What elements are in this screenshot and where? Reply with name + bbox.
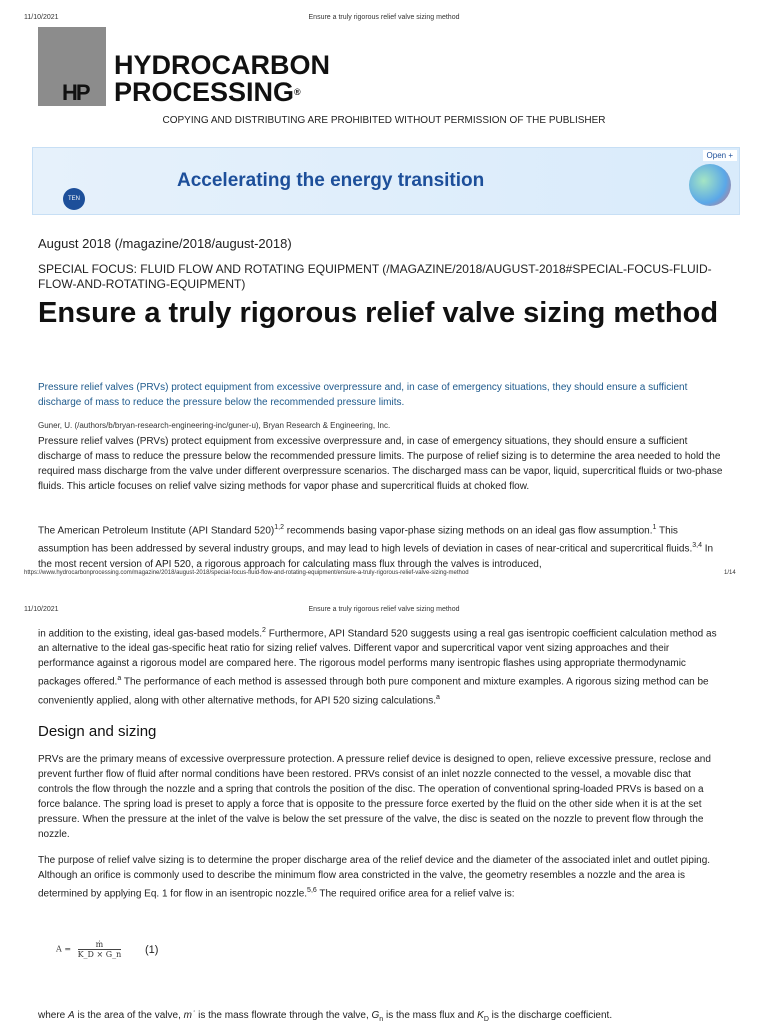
ref-2[interactable]: 2 [262,627,266,634]
print-title: Ensure a truly rigorous relief valve sizing method [308,14,460,21]
where-text-2: is the area of the valve, [74,1010,184,1021]
equation-numerator: ṁ [78,940,122,950]
para2-text-3: This assumption has been addressed by several industry groups, and may lead to high levels of deviation in cases of near-critical and supercritical fluids. [38,525,693,555]
equation-number: (1) [145,944,159,956]
var-g: G [371,1010,380,1021]
hp-logo-letters: HP [62,80,89,105]
where-text-3: is the mass flowrate through the valve, [195,1010,372,1021]
print-footer-url: https://www.hydrocarbonprocessing.com/magazine/2018/august-2018/special-focus-fluid-flow-and-rotating-equipment/ensure-a-truly-rigorous-relief-valve-sizing-method [24,570,469,576]
ref-1-2[interactable]: 1,2 [274,524,284,531]
para3-text-1: in addition to the existing, ideal gas-based models. [38,628,263,640]
article-lead: Pressure relief valves (PRVs) protect equipment from excessive overpressure and, in case of emergency situations, they should ensure a sufficient discharge of mass to reduce the pressure below the recommended pressure limits. [38,382,688,408]
ref-a-2[interactable]: a [436,693,440,701]
copyright-notice: COPYING AND DISTRIBUTING ARE PROHIBITED WITHOUT PERMISSION OF THE PUBLISHER [162,115,606,126]
print-footer-page: 1/14 [724,570,736,576]
author-byline[interactable]: Guner, U. (/authors/b/bryan-research-engineering-inc/guner-u), Bryan Research & Engineering, Inc. [38,421,391,430]
equation-fraction [78,940,122,959]
ref-5-6[interactable]: 5,6 [307,887,317,894]
where-text-4: is the mass flux and [383,1010,478,1021]
ad-open-button[interactable]: Open + [703,150,737,161]
var-k-sub: D [483,1016,489,1023]
special-focus-link[interactable]: SPECIAL FOCUS: FLUID FLOW AND ROTATING EQUIPMENT (/MAGAZINE/2018/AUGUST-2018#SPECIAL-FOCUS-FLUID-FLOW-AND-ROTATING-EQUIPMENT) [38,262,712,291]
ad-banner[interactable] [32,147,740,215]
para2-text-4: In the most recent version of API 520, a rigorous approach for calculating mass flux through the valves is introduced, [38,543,714,570]
paragraph-api [38,520,728,572]
print-date: 11/10/2021 [24,14,59,21]
equation-1 [56,940,121,959]
paragraph-intro: Pressure relief valves (PRVs) protect equipment from excessive overpressure and, in case of emergency situations, they should ensure a sufficient discharge of mass to reduce the pressure below the recommended pressure limits. The purpose of relief sizing is to determine the area needed to hold the required mass discharge from the valve under different overpressure scenarios. The discharged mass can be vapor, liquid, supercritical fluids or two-phase fluids. This article focuses on relief valve sizing methods for vapor phase and supercritical fluids at choked flow. [38,436,723,492]
logo-line2: PROCESSING [114,77,295,107]
hp-logo-mark[interactable] [38,27,106,106]
paragraph-prvs: PRVs are the primary means of excessive overpressure protection. A pressure relief device is designed to open, relieve excessive pressure, reclose and prevent further flow of fluid after normal conditions have been restored. PRVs consist of an inlet nozzle connected to the vessel, a movable disc that controls the flow through the nozzle and a spring that controls the position of the disc. The operation of conventional spring-loaded PRVs is based on a force balance. The spring load is preset to apply a force that is opposite to the pressure force exerted by the fluid on the other side when it is at the set pressure. When the pressure at the inlet of the valve is below the set pressure of the valve, the disc is seated on the nozzle to prevent flow through the nozzle. [38,754,711,840]
logo-registered: ® [294,87,301,97]
var-m: m˙ [183,1010,196,1021]
para3-text-3: The performance of each method is assessed through both pure component and mixture examples. A rigorous sizing method can be conveniently applied, along with other alternative methods, for API 520 sizing calculations. [38,676,709,706]
logo-line1: HYDROCARBON [114,50,330,80]
ten-badge-icon: TEN [63,188,85,210]
paragraph-sizing [38,853,728,901]
var-k: K [477,1010,484,1021]
ref-3-4[interactable]: 3,4 [692,542,702,550]
section-heading-design: Design and sizing [38,723,157,740]
paragraph-continued [38,623,728,708]
print-title-2: Ensure a truly rigorous relief valve sizing method [308,606,460,613]
var-g-sub: n [379,1016,384,1023]
para3-text-2: Furthermore, API Standard 520 suggests using a real gas isentropic coefficient calculation method as an alternative to the ideal gas-specific heat ratio for sizing relief valves. Different vapor and supercritical vapor vent sizing approaches and their performance against a rigorous model are compared here. The rigorous model performs many isentropic flashes using appropriate thermodynamic packages offered. [38,628,717,688]
para2-text-1: The American Petroleum Institute (API Standard 520) [38,525,275,537]
globe-orb-icon [689,164,731,206]
ref-a[interactable]: a [117,675,122,683]
site-logo-text[interactable] [114,52,330,106]
equation-denominator: K_D × G_n [77,950,122,959]
var-a: A [68,1010,75,1021]
article-title: Ensure a truly rigorous relief valve sizing method [38,297,719,329]
para2-text-2: recommends basing vapor-phase sizing methods on an ideal gas flow assumption. [283,525,653,537]
where-text-1: where [38,1010,69,1021]
print-date-2: 11/10/2021 [24,606,59,613]
where-text-5: is the discharge coefficient. [488,1010,613,1021]
para5-text-1: The purpose of relief valve sizing is to determine the proper discharge area of the relief device and the diameter of the associated inlet and outlet piping. Although an orifice is commonly used to describe the minimum flow area constricted in the valve, the geometry resembles a nozzle and the area is determined by applying Eq. 1 for flow in an isentropic nozzle. [38,855,711,900]
para5-text-2: The required orifice area for a relief valve is: [316,888,515,900]
ref-1[interactable]: 1 [652,524,657,531]
equation-lhs: A = [56,944,72,954]
where-line [38,1010,612,1023]
ad-banner-text: Accelerating the energy transition [177,170,485,191]
issue-link[interactable]: August 2018 (/magazine/2018/august-2018) [38,236,292,251]
